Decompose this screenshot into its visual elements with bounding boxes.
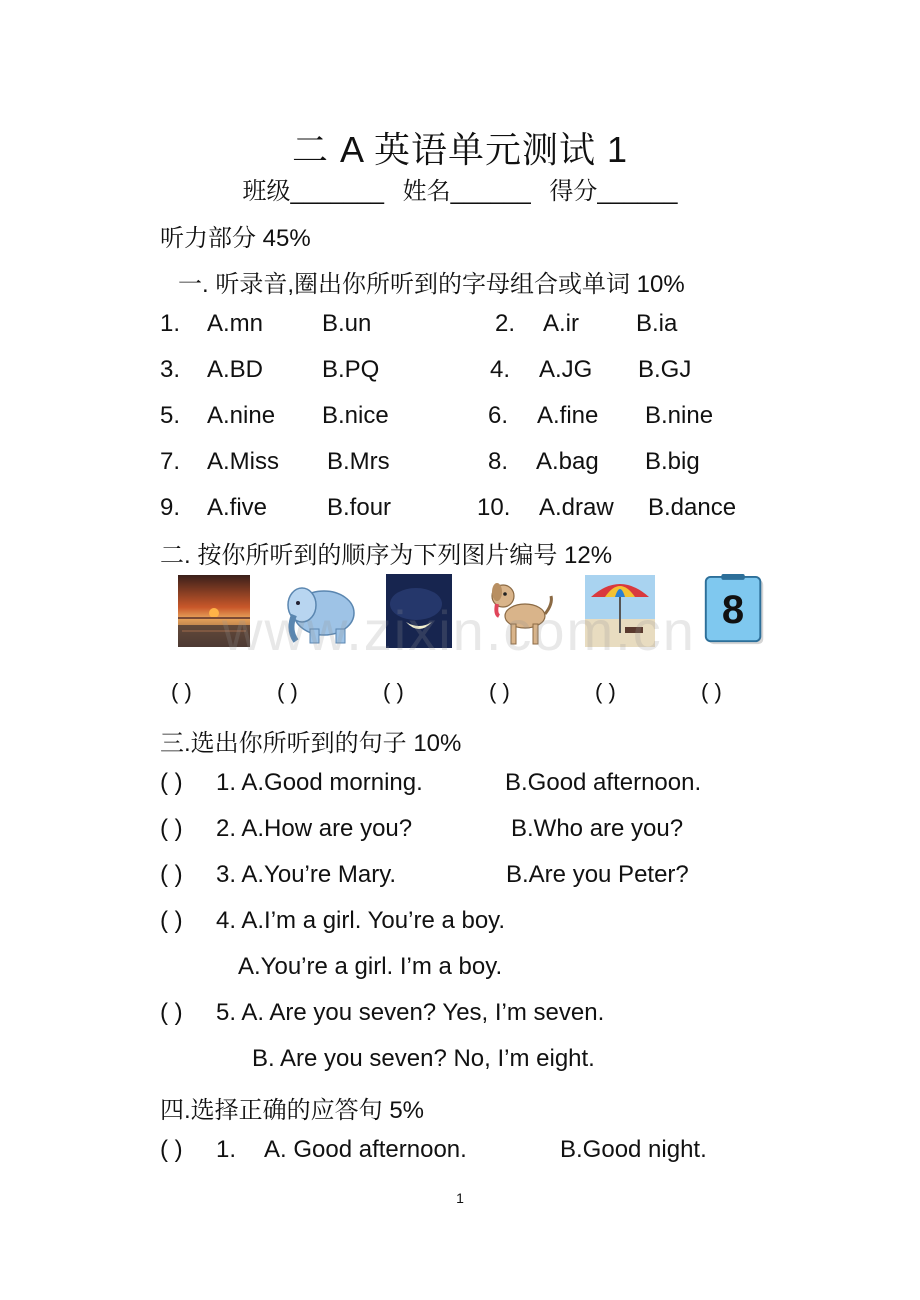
item-number: 6. (488, 402, 509, 429)
section-2-heading: 二. 按你所听到的顺序为下列图片编号 12% (160, 542, 613, 569)
answer-blank: ( ) (277, 679, 298, 704)
answer-blank: ( ) (595, 679, 616, 704)
answer-blank: ( ) (160, 769, 183, 796)
question-5-option-b: B. Are you seven? No, I’m eight. (252, 1045, 595, 1072)
question-4-option-b: A.You’re a girl. I’m a boy. (238, 953, 503, 980)
question-3-option-a: 3. A.You’re Mary. (216, 861, 397, 888)
page-number: 1 (456, 1190, 464, 1206)
option-b: B.GJ (638, 356, 692, 383)
item-number: 9. (160, 494, 181, 521)
item-number: 7. (160, 448, 181, 475)
section-3-heading: 三.选出你所听到的句子 10% (160, 730, 462, 757)
option-a: A. Good afternoon. (264, 1136, 467, 1163)
listening-header: 听力部分 45% (160, 225, 311, 252)
option-b: B.nine (645, 402, 714, 429)
option-b: B.big (645, 448, 700, 475)
score-field: 得分______ (549, 178, 678, 205)
question-4-option-a: 4. A.I’m a girl. You’re a boy. (216, 907, 506, 934)
question-1-option-b: B.Good afternoon. (505, 769, 702, 796)
section-1-heading: 一. 听录音,圈出你所听到的字母组合或单词 10% (178, 271, 685, 298)
question-1-option-a: 1. A.Good morning. (216, 769, 423, 796)
option-b: B.Good night. (560, 1136, 707, 1163)
option-a: A.fine (537, 402, 599, 429)
option-a: A.bag (536, 448, 599, 475)
student-info-line (0, 171, 920, 206)
question-5-option-a: 5. A. Are you seven? Yes, I’m seven. (216, 999, 605, 1026)
option-a: A.mn (207, 310, 264, 337)
item-number: 5. (160, 402, 181, 429)
card-number: 8 (721, 588, 745, 632)
answer-blank: ( ) (489, 679, 510, 704)
item-number: 1. (160, 310, 181, 337)
question-2-option-a: 2. A.How are you? (216, 815, 413, 842)
answer-blank: ( ) (160, 1136, 183, 1163)
watermark: www.zixin.com.cn (222, 599, 696, 662)
item-number: 4. (490, 356, 511, 383)
answer-blank: ( ) (160, 815, 183, 842)
option-a: A.JG (539, 356, 593, 383)
question-number: 1. (216, 1136, 237, 1163)
item-number: 2. (495, 310, 516, 337)
class-field: 班级_______ (242, 178, 384, 205)
answer-blank: ( ) (160, 999, 183, 1026)
name-field: 姓名______ (402, 178, 531, 205)
option-b: B.Mrs (327, 448, 390, 475)
option-b: B.ia (636, 310, 678, 337)
question-3-option-b: B.Are you Peter? (506, 861, 689, 888)
option-b: B.dance (648, 494, 737, 521)
answer-blank: ( ) (160, 861, 183, 888)
option-a: A.five (207, 494, 268, 521)
option-b: B.PQ (322, 356, 380, 383)
item-number: 10. (477, 494, 511, 521)
question-2-option-b: B.Who are you? (511, 815, 684, 842)
option-a: A.draw (539, 494, 614, 521)
option-b: B.un (322, 310, 372, 337)
answer-blank: ( ) (171, 679, 192, 704)
page-title: 二 A 英语单元测试 1 (291, 129, 629, 170)
option-a: A.BD (207, 356, 264, 383)
section-4-heading: 四.选择正确的应答句 5% (160, 1097, 425, 1124)
answer-blank: ( ) (701, 679, 722, 704)
option-b: B.nice (322, 402, 389, 429)
answer-blank: ( ) (383, 679, 404, 704)
option-b: B.four (327, 494, 392, 521)
option-a: A.nine (207, 402, 276, 429)
option-a: A.ir (543, 310, 579, 337)
item-number: 3. (160, 356, 181, 383)
item-number: 8. (488, 448, 509, 475)
option-a: A.Miss (207, 448, 279, 475)
answer-blank: ( ) (160, 907, 183, 934)
